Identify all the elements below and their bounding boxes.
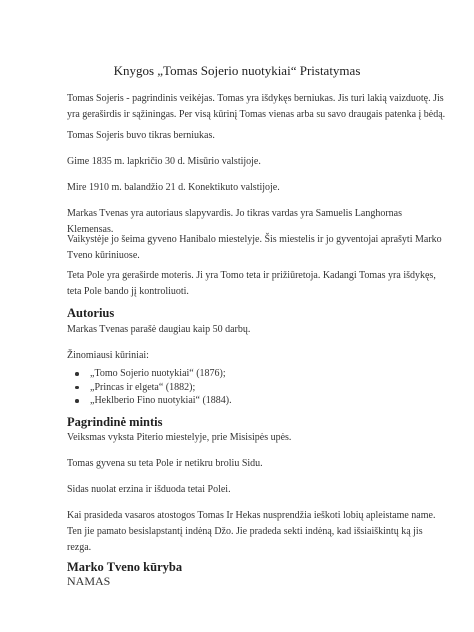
paragraph-pseudonym: Markas Tvenas yra autoriaus slapyvardis. Jo tikras vardas yra Samuelis Langhornas Klemensas. (67, 208, 403, 235)
paragraph-died: Mire 1910 m. balandžio 21 d. Konektikuto valstijoje. (67, 182, 280, 193)
paragraph-boy: Tomas Sojeris buvo tikras berniukas. (67, 130, 215, 141)
works-list (75, 367, 232, 408)
list-item: „Heklberio Fino nuotykiai“ (1884). (75, 394, 232, 408)
document-title: Knygos „Tomas Sojerio nuotykiai“ Pristatymas (113, 63, 361, 78)
works-label: Žinomiausi kūriniai: (67, 350, 149, 361)
kuryba-text: NAMAS (67, 574, 111, 588)
paragraph-works-count: Markas Tvenas parašė daugiau kaip 50 darbų. (67, 324, 251, 335)
paragraph-childhood: Vaikystėje jo šeima gyveno Hanibalo miestelyje. Šis miestelis ir jo gyventojai aprašyti Marko Tveno kūriniuose. (67, 234, 442, 261)
heading-kuryba: Marko Tveno kūryba (67, 560, 183, 574)
paragraph-born: Gime 1835 m. lapkričio 30 d. Misūrio valstijoje. (67, 156, 261, 167)
paragraph-aunt: Teta Pole yra geraširde moteris. Ji yra Tomo teta ir prižiūretoja. Kadangi Tomas yra išdykęs, teta Pole bando jį kontroliuoti. (67, 270, 436, 297)
paragraph-intro: Tomas Sojeris - pagrindinis veikėjas. Tomas yra išdykęs berniukas. Jis turi lakią vaizduotę. Jis yra geraširdis ir sąžiningas. Per visą kūrinį Tomas vienas arba su savo draugais patenka į bėdą. (67, 93, 446, 120)
paragraph-plot: Kai prasideda vasaros atostogos Tomas Ir Hekas nusprendžia ieškoti lobių apleistame name. Ten jie pamato besislapstantį indėną Džo. Jie pradeda sekti indėną, kad išsiaiškintų ką jis rezga. (67, 510, 436, 553)
heading-autorius: Autorius (67, 306, 115, 320)
paragraph-family: Tomas gyvena su teta Pole ir netikru broliu Sidu. (67, 458, 263, 469)
heading-mintis: Pagrindinė mintis (67, 415, 163, 429)
list-item: „Tomo Sojerio nuotykiai“ (1876); (75, 367, 232, 381)
paragraph-sid: Sidas nuolat erzina ir išduoda tetai Polei. (67, 484, 231, 495)
paragraph-setting: Veiksmas vyksta Piterio miestelyje, prie Misisipės upės. (67, 432, 292, 443)
list-item: „Princas ir elgeta“ (1882); (75, 381, 232, 395)
